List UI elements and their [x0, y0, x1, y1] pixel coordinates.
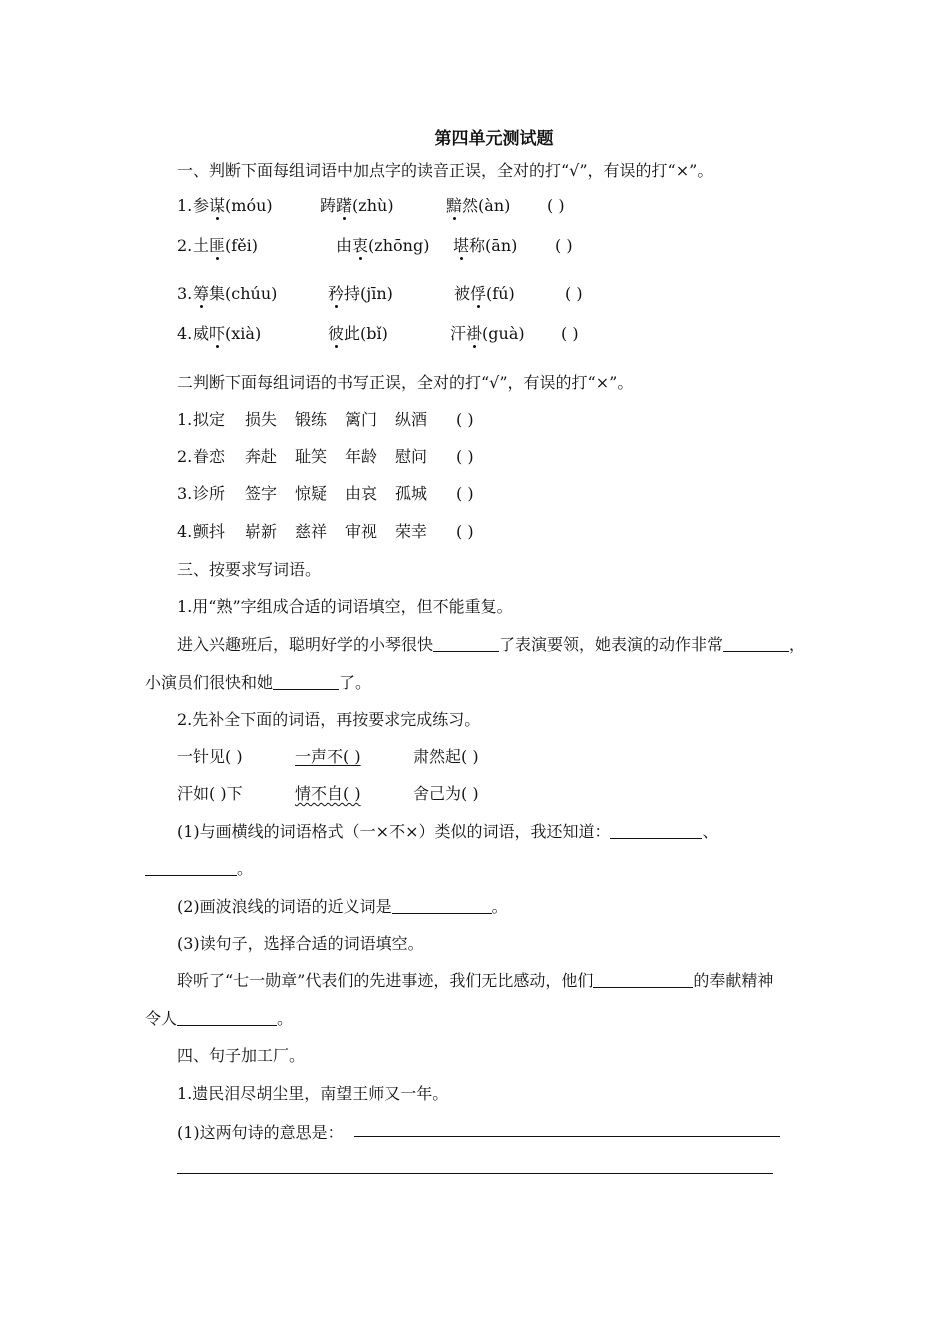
s3-question-2: 2.先补全下面的词语，再按要求完成练习。: [177, 710, 481, 729]
s3-question-1: 1.用“熟”字组成合适的词语填空，但不能重复。: [177, 597, 513, 616]
s1-row-3-word-b: 矜持(jīn): [328, 284, 393, 303]
s3-sub-1-sep: 、: [702, 822, 719, 841]
section-4-heading: 四、句子加工厂。: [177, 1046, 306, 1065]
s1-row-3-word-c: 被俘(fú): [454, 284, 515, 303]
s2-row-4-word-3: 慈祥: [295, 522, 328, 541]
s1-row-2-word-c: 堪称(ān): [453, 236, 518, 255]
s3-sub-1-end: 。: [237, 859, 254, 878]
s3-p2-text-b: 的奉献精神: [693, 971, 774, 990]
s2-row-4-answer[interactable]: ( ): [456, 522, 474, 541]
section-2-heading: 二判断下面每组词语的书写正误，全对的打“√”，有误的打“×”。: [177, 373, 634, 392]
s2-row-2-num: 2.: [177, 447, 193, 466]
blank-1[interactable]: [433, 635, 499, 652]
s1-row-4-word-c: 汗褂(guà): [450, 324, 525, 343]
s3-paragraph-1: [177, 634, 805, 656]
s1-row-2-word-b: 由衷(zhōng): [336, 236, 430, 255]
blank-4[interactable]: [610, 822, 702, 839]
s3-sub-1: [177, 821, 719, 843]
s1-row-1-num: 1.: [177, 196, 193, 215]
blank-2[interactable]: [723, 635, 789, 652]
s1-row-4-word-a: 威吓(xià): [193, 324, 262, 343]
answer-line-2[interactable]: [177, 1173, 773, 1174]
blank-5[interactable]: [145, 859, 237, 876]
idiom-6: 舍己为( ): [413, 784, 479, 803]
s2-row-3-answer[interactable]: ( ): [456, 484, 474, 503]
blank-3[interactable]: [273, 673, 339, 690]
s1-row-4-answer[interactable]: ( ): [561, 324, 579, 343]
s2-row-1-answer[interactable]: ( ): [456, 410, 474, 429]
s3-p1-text-b: 了表演要领，她表演的动作非常: [499, 635, 724, 654]
s3-p1-text-c: ，: [789, 635, 806, 654]
s2-row-3-word-5: 孤城: [395, 484, 428, 503]
s2-row-3-word-1: 诊所: [193, 484, 226, 503]
s2-row-1-word-5: 纵酒: [395, 410, 428, 429]
s2-row-1-word-1: 拟定: [193, 410, 226, 429]
s2-row-2-answer[interactable]: ( ): [456, 447, 474, 466]
s2-row-3-word-3: 惊疑: [295, 484, 328, 503]
s2-row-2-word-4: 年龄: [345, 447, 378, 466]
blank-8[interactable]: [177, 1009, 277, 1026]
s3-sub-2-end: 。: [491, 897, 508, 916]
s2-row-2-word-3: 耻笑: [295, 447, 328, 466]
s1-row-3-word-a: 筹集(chúu): [193, 284, 278, 303]
s2-row-1-word-2: 损失: [245, 410, 278, 429]
s1-row-1-word-a: 参谋(móu): [193, 196, 273, 215]
s4-question-1: 1.遗民泪尽胡尘里，南望王师又一年。: [177, 1084, 449, 1103]
s1-row-2-word-a: 土匪(fěi): [193, 236, 259, 255]
s2-row-3-num: 3.: [177, 484, 193, 503]
s2-row-1-word-4: 篱门: [345, 410, 378, 429]
s2-row-4-word-4: 审视: [345, 522, 378, 541]
answer-line-1[interactable]: [354, 1136, 780, 1137]
s2-row-2-word-2: 奔赴: [245, 447, 278, 466]
idiom-3: 肃然起( ): [413, 747, 479, 766]
s2-row-4-num: 4.: [177, 522, 193, 541]
s2-row-2-word-5: 慰问: [395, 447, 428, 466]
s1-row-3-num: 3.: [177, 284, 193, 303]
s2-row-4-word-2: 崭新: [245, 522, 278, 541]
s1-row-2-answer[interactable]: ( ): [555, 236, 573, 255]
s1-row-1-word-b: 踌躇(zhù): [320, 196, 394, 215]
s3-p1-text-a: 进入兴趣班后，聪明好学的小琴很快: [177, 635, 434, 654]
s1-row-2-num: 2.: [177, 236, 193, 255]
s2-row-4-word-5: 荣幸: [395, 522, 428, 541]
s3-paragraph-1-cont: [145, 672, 371, 694]
s1-row-4-word-b: 彼此(bǐ): [328, 324, 388, 343]
s3-p2-text-d: 。: [277, 1009, 294, 1028]
s2-row-4-word-1: 颤抖: [193, 522, 226, 541]
s3-paragraph-2-cont: [145, 1008, 293, 1030]
s3-sub-3: (3)读句子，选择合适的词语填空。: [177, 934, 424, 953]
idiom-1: 一针见( ): [177, 747, 243, 766]
s2-row-1-word-3: 锻练: [295, 410, 328, 429]
page-title: 第四单元测试题: [434, 129, 554, 149]
s3-p2-text-c: 令人: [145, 1009, 178, 1028]
s1-row-4-num: 4.: [177, 324, 193, 343]
s4-sub-1: (1)这两句诗的意思是：: [177, 1123, 344, 1142]
section-1-heading: 一、判断下面每组词语中加点字的读音正误，全对的打“√”，有误的打“×”。: [177, 161, 714, 180]
section-3-heading: 三、按要求写词语。: [177, 560, 322, 579]
s2-row-3-word-2: 签字: [245, 484, 278, 503]
idiom-2-underlined: 一声不( ): [295, 747, 361, 766]
s3-sub-2-text: (2)画波浪线的词语的近义词是: [177, 897, 392, 916]
blank-6[interactable]: [392, 897, 492, 914]
s2-row-1-num: 1.: [177, 410, 193, 429]
s3-sub-2: [177, 896, 508, 918]
s3-sub-1-text: (1)与画横线的词语格式（一×不×）类似的词语，我还知道：: [177, 822, 611, 841]
s3-sub-1-cont: [145, 858, 253, 880]
s1-row-1-answer[interactable]: ( ): [547, 196, 565, 215]
s3-p1-text-d: 小演员们很快和她: [145, 673, 274, 692]
s1-row-3-answer[interactable]: ( ): [565, 284, 583, 303]
s1-row-1-word-c: 黯然(àn): [446, 196, 511, 215]
idiom-4: 汗如( )下: [177, 784, 243, 803]
s2-row-3-word-4: 由哀: [345, 484, 378, 503]
idiom-5-wavy: 情不自( ): [295, 784, 361, 803]
s2-row-2-word-1: 眷恋: [193, 447, 226, 466]
s3-paragraph-2: [177, 970, 773, 992]
s3-p2-text-a: 聆听了“七一勋章”代表们的先进事迹，我们无比感动，他们: [177, 971, 594, 990]
blank-7[interactable]: [593, 971, 693, 988]
s3-p1-text-e: 了。: [339, 673, 372, 692]
